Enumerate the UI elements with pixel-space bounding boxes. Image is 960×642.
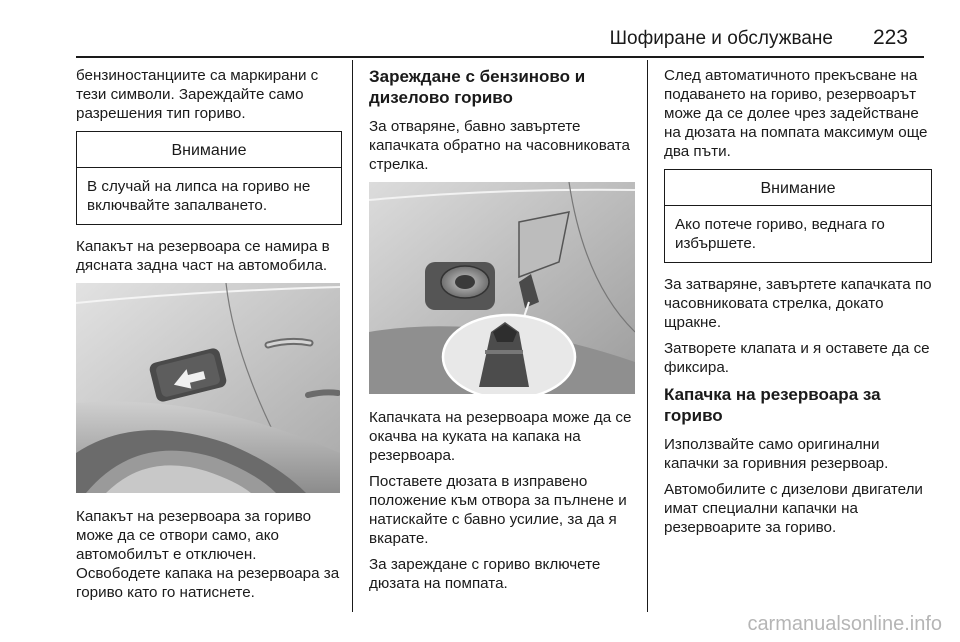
column-divider: [647, 60, 648, 612]
diesel-caps-paragraph: Автомобилите с дизелови двигатели имат специални капачки на резервоарите за гориво.: [664, 481, 923, 536]
column-1: [76, 66, 342, 609]
page-number: 223: [872, 26, 908, 49]
warning-text: В случай на липса на гориво не включвайте запалването.: [87, 178, 311, 214]
column-3: [664, 66, 932, 544]
close-cap-paragraph: За затваряне, завъртете капачката по часовниковата стрелка, докато щракне.: [664, 276, 932, 331]
fuel-door-open-paragraph: Капакът на резервоара за гориво може да се отвори само, ако автомобилът е отключен. Освободете капака на резервоара за гориво като го натиснете.: [76, 508, 340, 601]
fuel-door-location-paragraph: Капакът на резервоара се намира в дясната задна част на автомобила.: [76, 238, 330, 274]
page-header: [76, 26, 908, 56]
fuel-cap-illustration: [369, 182, 635, 394]
close-door-paragraph: Затворете клапата и я оставете да се фиксира.: [664, 340, 930, 376]
header-rule: [76, 56, 924, 58]
watermark: carmanualsonline.info: [747, 613, 942, 635]
warning-box: [664, 169, 932, 263]
original-caps-paragraph: Използвайте само оригинални капачки за горивния резервоар.: [664, 436, 889, 472]
warning-box: [76, 131, 342, 225]
intro-paragraph: бензиностанциите са маркирани с тези символи. Зареждайте само разрешения тип гориво.: [76, 67, 319, 122]
cap-hang-paragraph: Капачката на резервоара може да се окачва на куката на капака на резервоара.: [369, 409, 632, 464]
column-divider: [352, 60, 353, 612]
auto-shutoff-paragraph: След автоматичното прекъсване на подаването на гориво, резервоарът може да се долее чрез задействане на дюзата на помпата максимум още два пъти.: [664, 67, 928, 160]
fuel-cap-heading: Капачка на резервоара за гориво: [664, 385, 881, 425]
insert-nozzle-paragraph: Поставете дюзата в изправено положение към отвора за пълнене и натискайте с бавно усилие, за да я вкарате.: [369, 473, 627, 547]
fuel-door-illustration: [76, 283, 340, 493]
warning-text: Ако потече гориво, веднага го избършете.: [675, 216, 885, 252]
column-2: [369, 66, 637, 600]
warning-title: Внимание: [665, 170, 931, 206]
warning-title: Внимание: [77, 132, 341, 168]
refuel-heading: Зареждане с бензиново и дизелово гориво: [369, 67, 586, 107]
start-refuel-paragraph: За зареждане с гориво включете дюзата на помпата.: [369, 556, 601, 592]
section-title: Шофиране и обслужване: [609, 28, 833, 49]
open-cap-paragraph: За отваряне, бавно завъртете капачката обратно на часовниковата стрелка.: [369, 118, 630, 173]
